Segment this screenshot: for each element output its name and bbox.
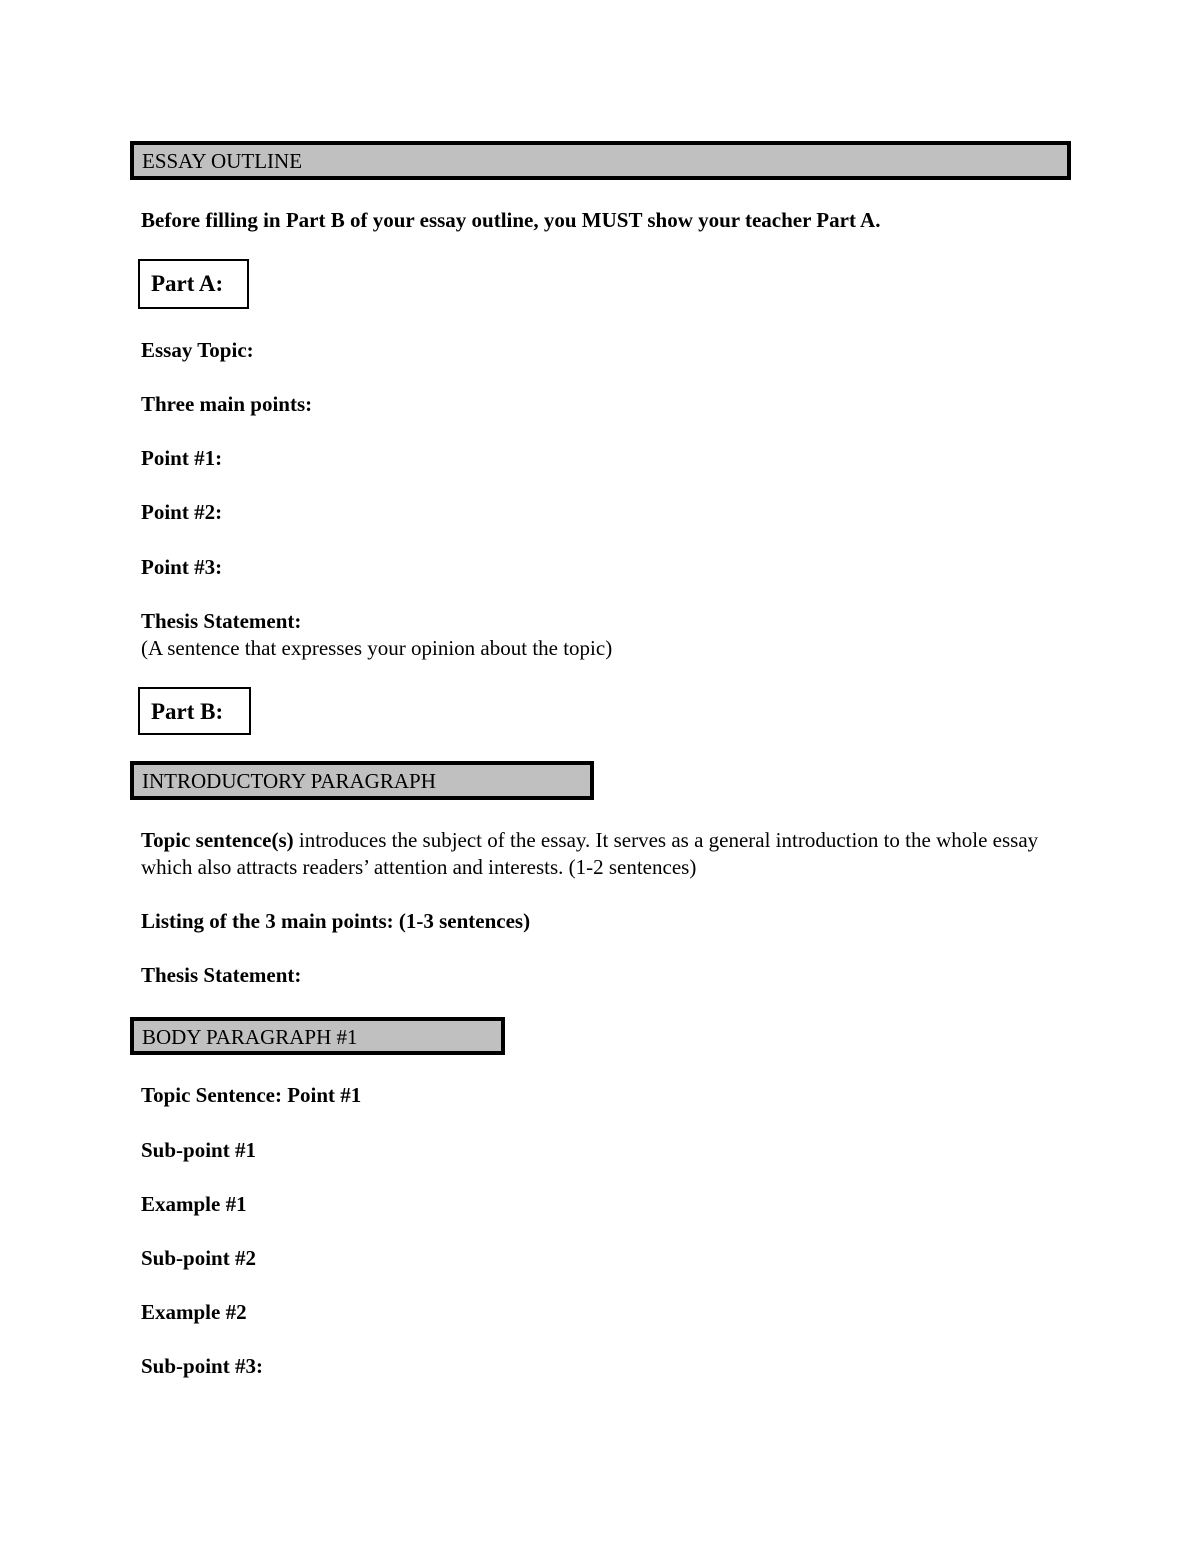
point-1-label: Point #1:: [141, 446, 223, 470]
part-b-box: [138, 687, 251, 735]
body-paragraph-1-title: BODY PARAGRAPH #1: [142, 1025, 358, 1049]
instruction-text: Before filling in Part B of your essay outline, you MUST show your teacher Part A.: [141, 208, 881, 232]
part-a-label: Part A:: [151, 271, 224, 296]
essay-topic-label: Essay Topic:: [141, 338, 254, 362]
intro-topic-sentence-label: Topic sentence(s): [141, 828, 294, 852]
body-topic-sentence-label: Topic Sentence: Point #1: [141, 1083, 362, 1107]
intro-topic-sentence-description: introduces the subject of the essay. It serves as a general introduction to the whole essay which also attracts readers’ attention and interests. (1-2 sentences): [141, 828, 1039, 879]
thesis-statement-label: Thesis Statement:: [141, 609, 302, 633]
introductory-paragraph-banner: [130, 761, 594, 800]
intro-thesis-statement-label: Thesis Statement:: [141, 963, 302, 987]
intro-topic-sentence-paragraph: [141, 827, 1046, 881]
example-1-label: Example #1: [141, 1192, 247, 1216]
essay-outline-title: ESSAY OUTLINE: [142, 149, 303, 173]
point-3-label: Point #3:: [141, 555, 223, 579]
listing-main-points-label: Listing of the 3 main points: (1-3 sentences): [141, 909, 531, 933]
sub-point-1-label: Sub-point #1: [141, 1138, 256, 1162]
essay-outline-banner: [130, 141, 1071, 180]
part-b-label: Part B:: [151, 699, 224, 724]
body-paragraph-1-banner: [130, 1017, 505, 1055]
part-a-box: [138, 259, 249, 309]
sub-point-3-label: Sub-point #3:: [141, 1354, 263, 1378]
thesis-statement-note: (A sentence that expresses your opinion about the topic): [141, 636, 613, 660]
example-2-label: Example #2: [141, 1300, 247, 1324]
three-main-points-label: Three main points:: [141, 392, 313, 416]
point-2-label: Point #2:: [141, 500, 223, 524]
introductory-paragraph-title: INTRODUCTORY PARAGRAPH: [142, 769, 436, 793]
sub-point-2-label: Sub-point #2: [141, 1246, 256, 1270]
